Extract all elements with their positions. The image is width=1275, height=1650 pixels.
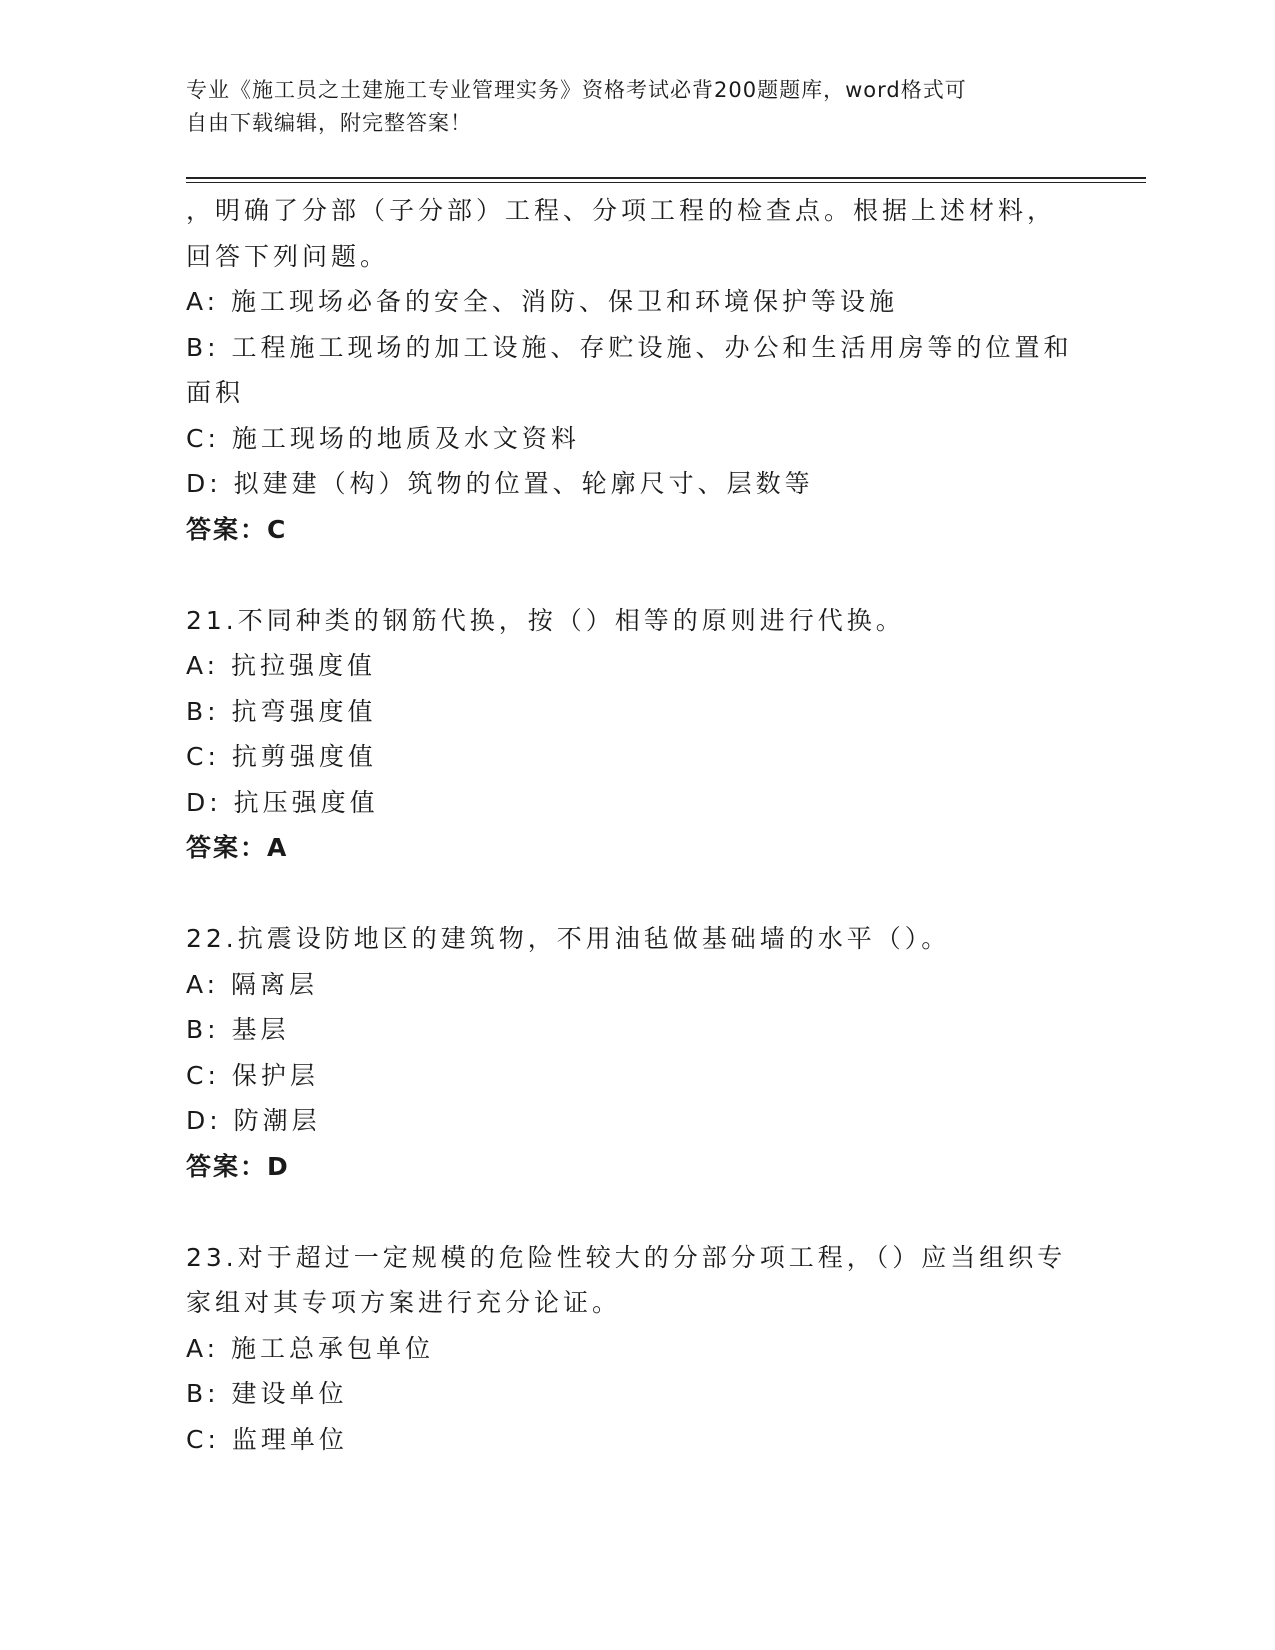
spacer [186, 552, 1086, 598]
option-b: B: 基层 [186, 1015, 290, 1044]
answer-label: 答案：C [186, 514, 288, 544]
option-c: C: 施工现场的地质及水文资料 [186, 423, 580, 453]
header-divider-thick [186, 177, 1146, 179]
option-a: A: 施工总承包单位 [186, 1333, 435, 1363]
question-stem: ，明确了分部（子分部）工程、分项工程的检查点。根据上述材料， [186, 196, 1057, 225]
option-b: B: 工程施工现场的加工设施、存贮设施、办公和生活用房等的位置和 [186, 332, 1073, 362]
question-stem-continued: 家组对其专项方案进行充分论证。 [186, 1288, 622, 1317]
option-a: A: 施工现场必备的安全、消防、保卫和环境保护等设施 [186, 287, 899, 316]
option-c: C: 监理单位 [186, 1424, 348, 1454]
spacer [186, 871, 1086, 917]
question-block-21 [186, 598, 1086, 871]
option-b-continued: 面积 [186, 378, 245, 407]
option-b: B: 抗弯强度值 [186, 696, 377, 726]
header-divider-thin [186, 182, 1146, 183]
option-b: B: 建设单位 [186, 1379, 348, 1408]
option-a: A: 隔离层 [186, 969, 319, 999]
option-d: D: 防潮层 [186, 1106, 321, 1135]
answer-label: 答案：A [186, 833, 289, 862]
answer-label: 答案：D [186, 1151, 290, 1181]
question-content [186, 188, 1086, 1462]
document-header [186, 74, 1066, 140]
question-stem: 21.不同种类的钢筋代换，按（）相等的原则进行代换。 [186, 605, 905, 635]
question-block-22 [186, 916, 1086, 1189]
header-title-line2: 自由下载编辑，附完整答案！ [186, 111, 472, 135]
option-d: D: 抗压强度值 [186, 787, 379, 817]
option-c: C: 抗剪强度值 [186, 742, 377, 771]
option-a: A: 抗拉强度值 [186, 651, 377, 680]
question-stem: 回答下列问题。 [186, 241, 390, 271]
header-title-line1: 专业《施工员之土建施工专业管理实务》资格考试必背200题题库，word格式可 [186, 78, 967, 102]
question-stem: 23.对于超过一定规模的危险性较大的分部分项工程，（）应当组织专 [186, 1242, 1067, 1272]
spacer [186, 1189, 1086, 1235]
question-block-intro [186, 188, 1086, 552]
question-stem: 22.抗震设防地区的建筑物，不用油毡做基础墙的水平（）。 [186, 924, 951, 953]
option-c: C: 保护层 [186, 1060, 319, 1090]
question-block-23 [186, 1235, 1086, 1463]
option-d: D: 拟建建（构）筑物的位置、轮廓尺寸、层数等 [186, 469, 814, 498]
